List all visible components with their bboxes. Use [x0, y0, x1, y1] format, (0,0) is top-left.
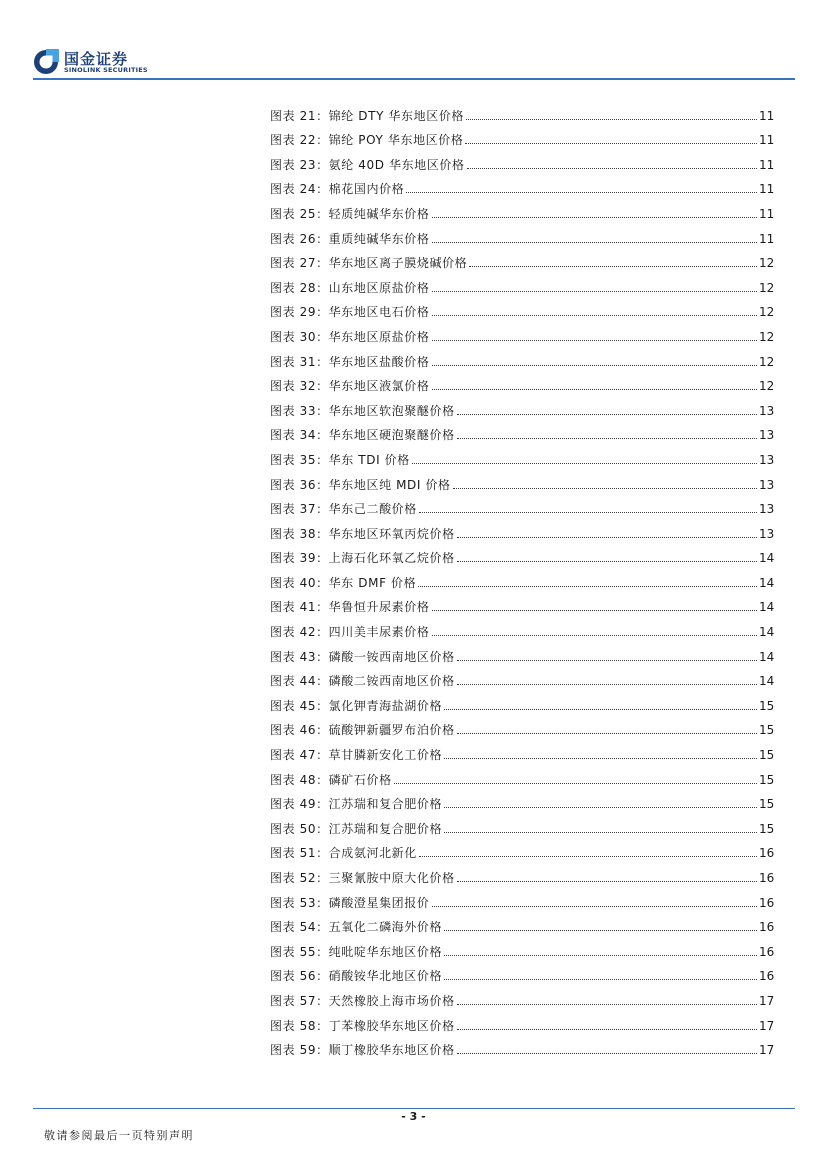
toc-leader-dots — [457, 1028, 757, 1030]
toc-entry-label: 图表 27：华东地区离子膜烧碱价格 — [270, 256, 468, 271]
company-name-en: SINOLINK SECURITIES — [64, 66, 148, 74]
toc-entry-label: 图表 45：氯化钾青海盐湖价格 — [270, 698, 443, 713]
toc-entry-label: 图表 48：磷矿石价格 — [270, 772, 392, 787]
toc-entry[interactable] — [270, 393, 773, 418]
toc-entry[interactable] — [270, 836, 773, 861]
toc-entry[interactable] — [270, 221, 773, 246]
toc-entry[interactable] — [270, 614, 773, 639]
toc-entry-page: 17 — [759, 993, 775, 1008]
toc-entry-page: 11 — [759, 231, 775, 246]
toc-entry-label: 图表 42：四川美丰尿素价格 — [270, 625, 430, 640]
toc-entry-page: 14 — [759, 674, 775, 689]
toc-entry[interactable] — [270, 983, 773, 1008]
toc-leader-dots — [457, 437, 757, 439]
toc-leader-dots — [457, 1003, 757, 1005]
toc-entry[interactable] — [270, 270, 773, 295]
toc-leader-dots — [457, 683, 757, 685]
toc-entry[interactable] — [270, 565, 773, 590]
toc-leader-dots — [432, 290, 758, 292]
toc-leader-dots — [465, 142, 757, 144]
toc-entry-label: 图表 47：草甘膦新安化工价格 — [270, 748, 443, 763]
toc-entry-label: 图表 39：上海石化环氧乙烷价格 — [270, 551, 455, 566]
toc-entry-label: 图表 40：华东 DMF 价格 — [270, 575, 417, 590]
toc-leader-dots — [444, 806, 757, 808]
toc-entry-label: 图表 53：磷酸澄星集团报价 — [270, 895, 430, 910]
toc-entry-label: 图表 57：天然橡胶上海市场价格 — [270, 993, 455, 1008]
toc-entry-page: 12 — [759, 305, 775, 320]
toc-entry-label: 图表 38：华东地区环氧丙烷价格 — [270, 526, 455, 541]
page-number: - 3 - — [401, 1110, 426, 1123]
toc-leader-dots — [457, 659, 757, 661]
toc-entry-label: 图表 37：华东己二酸价格 — [270, 502, 417, 517]
page-header — [0, 0, 827, 84]
toc-entry[interactable] — [270, 639, 773, 664]
toc-entry-page: 15 — [759, 698, 775, 713]
toc-leader-dots — [394, 782, 757, 784]
toc-entry-label: 图表 44：磷酸二铵西南地区价格 — [270, 674, 455, 689]
toc-entry-label: 图表 33：华东地区软泡聚醚价格 — [270, 403, 455, 418]
toc-entry[interactable] — [270, 860, 773, 885]
toc-entry-label: 图表 30：华东地区原盐价格 — [270, 329, 430, 344]
toc-entry[interactable] — [270, 467, 773, 492]
toc-leader-dots — [444, 708, 757, 710]
toc-entry[interactable] — [270, 934, 773, 959]
toc-leader-dots — [457, 536, 757, 538]
toc-entry-page: 16 — [759, 871, 775, 885]
toc-leader-dots — [432, 634, 758, 636]
toc-entry[interactable] — [270, 369, 773, 394]
toc-entry-page: 11 — [759, 133, 775, 148]
toc-entry-label: 图表 35：华东 TDI 价格 — [270, 452, 410, 467]
toc-entry[interactable] — [270, 664, 773, 689]
toc-entry-label: 图表 21：锦纶 DTY 华东地区价格 — [270, 108, 465, 123]
toc-entry-label: 图表 56：硝酸铵华北地区价格 — [270, 969, 443, 984]
toc-entry-label: 图表 22：锦纶 POY 华东地区价格 — [270, 133, 464, 148]
toc-entry-label: 图表 34：华东地区硬泡聚醚价格 — [270, 428, 455, 443]
toc-entry-page: 13 — [759, 526, 775, 541]
toc-entry-page: 11 — [759, 206, 775, 221]
toc-entry-label: 图表 28：山东地区原盐价格 — [270, 280, 430, 295]
header-divider — [33, 78, 795, 80]
toc-entry[interactable] — [270, 787, 773, 812]
toc-entry-page: 17 — [759, 1018, 775, 1033]
disclaimer-text: 敬请参阅最后一页特别声明 — [44, 1129, 194, 1142]
toc-entry-page: 17 — [759, 1043, 775, 1058]
toc-entry[interactable] — [270, 762, 773, 787]
toc-entry[interactable] — [270, 811, 773, 836]
toc-leader-dots — [444, 954, 757, 956]
toc-leader-dots — [406, 191, 757, 193]
toc-entry-page: 13 — [759, 403, 775, 418]
toc-leader-dots — [444, 757, 757, 759]
toc-entry-label: 图表 32：华东地区液氯价格 — [270, 379, 430, 394]
toc-entry-page: 11 — [759, 157, 775, 172]
toc-leader-dots — [444, 978, 757, 980]
toc-leader-dots — [469, 265, 757, 267]
toc-entry[interactable] — [270, 737, 773, 762]
toc-leader-dots — [457, 560, 757, 562]
figure-index-list — [270, 98, 773, 1057]
toc-entry-page: 16 — [759, 969, 775, 984]
toc-leader-dots — [432, 905, 758, 907]
toc-entry-label: 图表 36：华东地区纯 MDI 价格 — [270, 477, 451, 492]
toc-entry[interactable] — [270, 196, 773, 221]
toc-entry[interactable] — [270, 98, 773, 123]
toc-entry-page: 14 — [759, 625, 775, 640]
toc-entry[interactable] — [270, 1008, 773, 1033]
toc-entry-label: 图表 52：三聚氰胺中原大化价格 — [270, 871, 455, 885]
toc-entry[interactable] — [270, 492, 773, 517]
toc-leader-dots — [444, 831, 757, 833]
toc-leader-dots — [444, 929, 757, 931]
toc-leader-dots — [453, 487, 757, 489]
toc-entry-label: 图表 23：氨纶 40D 华东地区价格 — [270, 157, 465, 172]
toc-entry-label: 图表 25：轻质纯碱华东价格 — [270, 206, 430, 221]
toc-entry[interactable] — [270, 172, 773, 197]
toc-leader-dots — [467, 167, 757, 169]
toc-leader-dots — [419, 855, 757, 857]
toc-entry-label: 图表 55：纯吡啶华东地区价格 — [270, 944, 443, 959]
toc-leader-dots — [457, 880, 757, 882]
toc-leader-dots — [432, 388, 758, 390]
toc-entry[interactable] — [270, 418, 773, 443]
toc-entry[interactable] — [270, 442, 773, 467]
toc-leader-dots — [466, 118, 757, 120]
toc-entry-label: 图表 58：丁苯橡胶华东地区价格 — [270, 1018, 455, 1033]
toc-leader-dots — [432, 609, 758, 611]
toc-entry[interactable] — [270, 1033, 773, 1058]
toc-entry-label: 图表 43：磷酸一铵西南地区价格 — [270, 649, 455, 664]
company-name-cn: 国金证券 — [64, 50, 129, 68]
toc-entry-page: 14 — [759, 649, 775, 664]
toc-entry[interactable] — [270, 541, 773, 566]
toc-entry[interactable] — [270, 295, 773, 320]
toc-entry[interactable] — [270, 713, 773, 738]
toc-entry-page: 11 — [759, 182, 775, 197]
toc-entry[interactable] — [270, 688, 773, 713]
toc-entry[interactable] — [270, 123, 773, 148]
toc-entry[interactable] — [270, 590, 773, 615]
toc-entry-page: 16 — [759, 944, 775, 959]
toc-entry-page: 11 — [759, 108, 775, 123]
toc-leader-dots — [412, 462, 757, 464]
toc-leader-dots — [419, 511, 757, 513]
toc-entry-label: 图表 29：华东地区电石价格 — [270, 305, 430, 320]
toc-entry-page: 13 — [759, 452, 775, 467]
toc-entry-label: 图表 50：江苏瑞和复合肥价格 — [270, 821, 443, 836]
toc-entry-page: 15 — [759, 821, 775, 836]
toc-entry[interactable] — [270, 959, 773, 984]
toc-entry-label: 图表 59：顺丁橡胶华东地区价格 — [270, 1043, 455, 1058]
toc-entry-page: 15 — [759, 748, 775, 763]
toc-entry[interactable] — [270, 516, 773, 541]
toc-entry-label: 图表 54：五氧化二磷海外价格 — [270, 920, 443, 935]
toc-entry[interactable] — [270, 910, 773, 935]
toc-entry-label: 图表 24：棉花国内价格 — [270, 182, 405, 197]
toc-entry-page: 14 — [759, 600, 775, 615]
toc-entry-page: 12 — [759, 256, 775, 271]
toc-entry-page: 13 — [759, 502, 775, 517]
toc-leader-dots — [418, 585, 757, 587]
toc-entry-page: 12 — [759, 329, 775, 344]
toc-entry-page: 15 — [759, 723, 775, 738]
toc-entry[interactable] — [270, 344, 773, 369]
toc-leader-dots — [457, 413, 757, 415]
toc-entry-label: 图表 51：合成氨河北新化 — [270, 846, 417, 861]
toc-leader-dots — [432, 216, 758, 218]
toc-entry-label: 图表 26：重质纯碱华东价格 — [270, 231, 430, 246]
toc-entry-label: 图表 31：华东地区盐酸价格 — [270, 354, 430, 369]
toc-entry-page: 16 — [759, 846, 775, 861]
toc-entry-page: 13 — [759, 477, 775, 492]
toc-entry[interactable] — [270, 319, 773, 344]
toc-leader-dots — [457, 732, 757, 734]
toc-entry[interactable] — [270, 246, 773, 271]
toc-leader-dots — [432, 339, 758, 341]
toc-entry-page: 12 — [759, 354, 775, 369]
toc-entry-page: 15 — [759, 797, 775, 812]
toc-entry[interactable] — [270, 885, 773, 910]
toc-entry-page: 14 — [759, 575, 775, 590]
toc-entry[interactable] — [270, 147, 773, 172]
toc-entry-page: 12 — [759, 379, 775, 394]
toc-entry-page: 16 — [759, 895, 775, 910]
toc-entry-page: 13 — [759, 428, 775, 443]
toc-leader-dots — [432, 241, 758, 243]
toc-entry-label: 图表 49：江苏瑞和复合肥价格 — [270, 797, 443, 812]
toc-entry-label: 图表 46：硫酸钾新疆罗布泊价格 — [270, 723, 455, 738]
toc-entry-label: 图表 41：华鲁恒升尿素价格 — [270, 600, 430, 615]
sinolink-logo-icon — [33, 49, 59, 75]
toc-leader-dots — [432, 314, 758, 316]
toc-leader-dots — [457, 1052, 757, 1054]
toc-entry-page: 14 — [759, 551, 775, 566]
toc-leader-dots — [432, 364, 758, 366]
footer-divider — [33, 1108, 795, 1109]
toc-entry-page: 12 — [759, 280, 775, 295]
toc-entry-page: 16 — [759, 920, 775, 935]
toc-entry-page: 15 — [759, 772, 775, 787]
